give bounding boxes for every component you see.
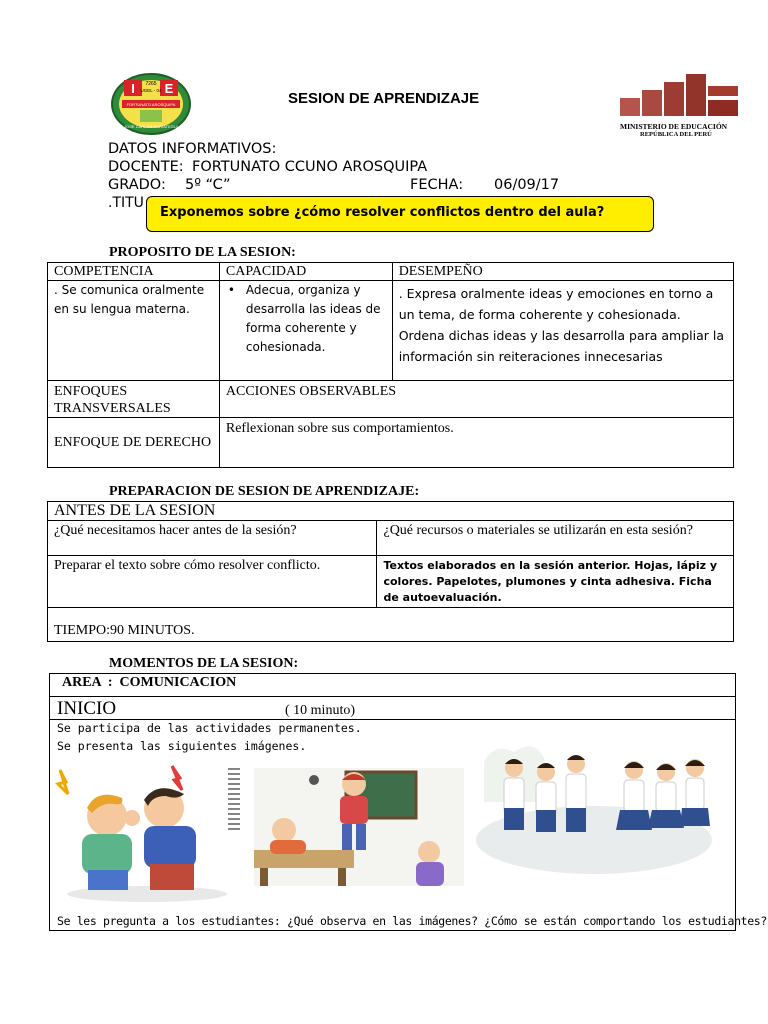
- momentos-heading: MOMENTOS DE LA SESION:: [109, 656, 299, 671]
- inicio-duracion: ( 10 minuto): [285, 703, 355, 718]
- capacidad-cell: [219, 281, 392, 381]
- proposito-table: [47, 262, 734, 468]
- svg-text:7265: 7265: [145, 81, 157, 87]
- titulo-text: Exponemos sobre ¿cómo resolver conflictos dentro del aula?: [160, 205, 605, 220]
- col-capacidad: CAPACIDAD: [219, 263, 392, 281]
- ministry-line2: REPÚBLICA DEL PERÚ: [640, 131, 712, 138]
- pregunta-text: Se les pregunta a los estudiantes: ¿Qué observa en las imágenes? ¿Cómo se están comportando los estudiantes?: [57, 914, 767, 928]
- inicio-divider: [49, 719, 736, 720]
- enfoques-label: ENFOQUES TRANSVERSALES: [48, 381, 220, 418]
- inicio-title: INICIO: [57, 698, 117, 719]
- svg-text:I: I: [131, 81, 135, 96]
- enfoque-derecho-label: ENFOQUE DE DERECHO: [54, 435, 212, 450]
- inicio-line-1: Se participa de las actividades permanentes.: [57, 721, 362, 735]
- area-divider: [49, 696, 736, 697]
- fighting-boys-illustration: [52, 758, 242, 906]
- ministry-line1: MINISTERIO DE EDUCACIÓN: [620, 122, 728, 131]
- antes-title: ANTES DE LA SESION: [48, 502, 734, 521]
- svg-text:FORTUNATO AROSQUIPA: FORTUNATO AROSQUIPA: [126, 102, 176, 107]
- competencia-cell: . Se comunica oralmente en su lengua materna.: [48, 281, 220, 381]
- capacidad-text: Adecua, organiza y desarrolla las ideas de forma coherente y cohesionada.: [245, 283, 381, 354]
- titulo-box: [146, 196, 654, 232]
- docente-value: FORTUNATO CCUNO AROSQUIPA: [192, 159, 428, 175]
- fecha-value: 06/09/17: [494, 177, 560, 193]
- answer-2: Textos elaborados en la sesión anterior. Hojas, lápiz y colores. Papelotes, plumones y cinta adhesiva. Ficha de autoevaluación.: [377, 556, 734, 608]
- question-2: ¿Qué recursos o materiales se utilizarán en esta sesión?: [377, 521, 734, 556]
- desempeno-cell: . Expresa oralmente ideas y emociones en torno a un tema, de forma coherente y cohesionada. Ordena dichas ideas y las desarrolla para ampliar la información sin reiteraciones innecesarias: [392, 281, 733, 381]
- grado-label: GRADO:: [108, 177, 166, 193]
- students-group-illustration: [474, 722, 714, 874]
- arabic-caption: [228, 768, 240, 832]
- question-1: ¿Qué necesitamos hacer antes de la sesión?: [48, 521, 377, 556]
- boy-on-desk-illustration: [254, 768, 464, 886]
- accion-derecho: Reflexionan sobre sus comportamientos.: [219, 418, 733, 468]
- area-label: AREA : COMUNICACION: [62, 675, 237, 690]
- datos-heading: DATOS INFORMATIVOS:: [108, 141, 277, 157]
- school-seal: [110, 72, 192, 136]
- tiempo: TIEMPO:90 MINUTOS.: [48, 608, 734, 642]
- fecha-label: FECHA:: [410, 177, 464, 193]
- preparacion-heading: PREPARACION DE SESION DE APRENDIZAJE:: [109, 484, 420, 499]
- answer-1: Preparar el texto sobre cómo resolver conflicto.: [48, 556, 377, 608]
- docente-label: DOCENTE:: [108, 159, 184, 175]
- ministry-logo: [618, 72, 744, 142]
- titulo-label: .TITU: [108, 195, 144, 211]
- proposito-heading: PROPOSITO DE LA SESION:: [109, 245, 296, 260]
- grado-value: 5º “C”: [185, 177, 231, 193]
- svg-text:JOSE CARLOS MARIATEGUI: JOSE CARLOS MARIATEGUI: [124, 124, 178, 129]
- bullet-icon: •: [227, 283, 235, 297]
- inicio-line-2: Se presenta las siguientes imágenes.: [57, 739, 307, 753]
- acciones-label: ACCIONES OBSERVABLES: [219, 381, 733, 418]
- preparacion-table: [47, 501, 734, 642]
- col-desempeno: DESEMPEÑO: [392, 263, 733, 281]
- svg-text:E: E: [164, 81, 174, 96]
- col-competencia: COMPETENCIA: [48, 263, 220, 281]
- page-title: SESION DE APRENDIZAJE: [288, 90, 480, 107]
- svg-text:UGEL - 04: UGEL - 04: [140, 88, 162, 93]
